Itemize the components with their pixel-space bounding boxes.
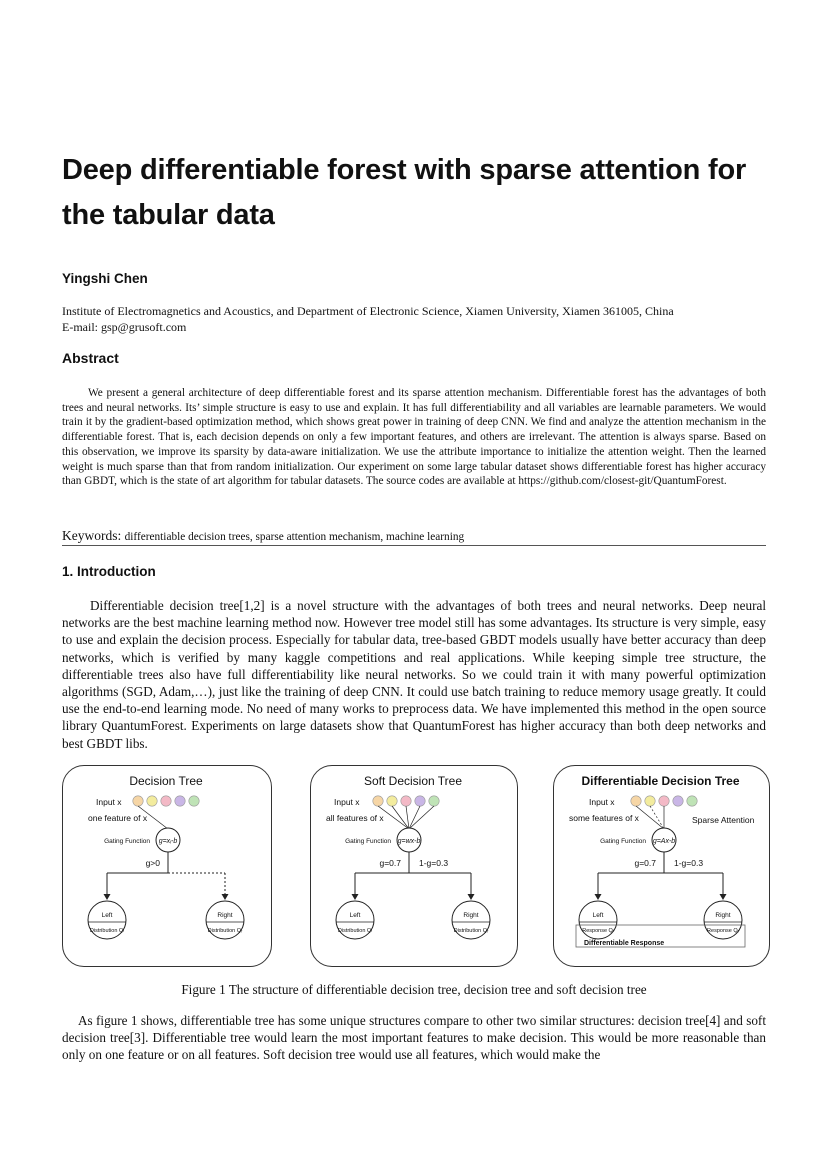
left-condition: g=0.7 <box>379 858 401 868</box>
input-label: Input x <box>589 797 615 807</box>
panel-title: Decision Tree <box>129 774 203 788</box>
leaf-sub-left: Distribution Qₗ <box>337 928 373 934</box>
paper-title: Deep differentiable forest with sparse attention for the tabular data <box>62 154 747 231</box>
feature-edge <box>409 806 420 829</box>
leaf-label-right: Right <box>217 912 233 919</box>
abstract-text: We present a general architecture of deep differentiable forest and its sparse attention mechanism. Differentiable forest has the advantages of both trees and neural networks. Its’ simple structure is easy to use and explain. It has full differentiability and all variables are learnable parameters. We would train it by the gradient-based optimization method, which shows great power in training of deep CNN. We find and analyze the attention mechanism in the differentiable forest. That is, each decision depends on only a few important features, and others are irrelevant. The attention is always sparse. Based on this observation, we improve its sparsity by data-aware initialization. We use the attribute importance to initialize the attention weight. Then the learned weight is much sparse than that from random initialization. Our experiment on some large tabular dataset shows differentiable forest has higher accuracy than GBDT, which is the state of art algorithm for tabular datasets. The source codes are available at https://github.com/closest-git/QuantumForest. <box>62 387 766 488</box>
feature-circle <box>175 796 185 806</box>
gate-formula: g=xᵢ-b <box>158 838 178 845</box>
arrowhead-right <box>720 894 727 900</box>
input-label: Input x <box>334 797 360 807</box>
leaf-sub-right: Distribution Qᵣ <box>453 928 489 934</box>
right-condition: 1-g=0.3 <box>419 858 449 868</box>
feature-circle <box>373 796 383 806</box>
section-heading-introduction: 1. Introduction <box>62 564 156 579</box>
figure-caption: Figure 1 The structure of differentiable decision tree, decision tree and soft decision tree <box>181 982 647 997</box>
left-condition: g>0 <box>145 858 160 868</box>
abstract-heading: Abstract <box>62 350 119 366</box>
feature-edge <box>636 806 664 829</box>
leaf-sub-right: Response Qᵣ <box>707 928 739 934</box>
arrowhead-left <box>352 894 359 900</box>
email: E-mail: gsp@grusoft.com <box>62 320 187 334</box>
feature-circle <box>387 796 397 806</box>
affiliation: Institute of Electromagnetics and Acoustics, and Department of Electronic Science, Xiamen University, Xiamen 361005, China <box>62 304 674 318</box>
leaf-sub-left: Distribution Qₗ <box>89 928 125 934</box>
left-condition: g=0.7 <box>634 858 656 868</box>
leaf-label-left: Left <box>592 912 604 919</box>
features-label: one feature of x <box>88 813 148 823</box>
gating-label: Gating Function <box>345 838 391 845</box>
input-label: Input x <box>96 797 122 807</box>
right-condition: 1-g=0.3 <box>674 858 704 868</box>
author-name: Yingshi Chen <box>62 271 148 286</box>
leaf-sub-right: Distribution Qᵣ <box>207 928 243 934</box>
feature-edge <box>409 806 434 829</box>
gate-formula: g=Ax-b <box>652 838 676 845</box>
arrowhead-right <box>222 894 229 900</box>
feature-circle <box>659 796 669 806</box>
leaf-label-right: Right <box>463 912 479 919</box>
keywords-text: differentiable decision trees, sparse attention mechanism, machine learning <box>124 531 465 543</box>
feature-circle <box>687 796 697 806</box>
leaf-label-left: Left <box>349 912 361 919</box>
features-label: some features of x <box>569 813 639 823</box>
figure-discussion-text: As figure 1 shows, differentiable tree has some unique structures compare to other two similar structures: decision tree[4] and soft decision tree[3]. Differentiable tree would learn the most important features to make decision. This would be more reasonable than only on one feature or on all features. Soft decision tree would use all features, which would make the <box>62 1013 766 1063</box>
gating-label: Gating Function <box>104 838 150 845</box>
leaf-label-right: Right <box>715 912 731 919</box>
response-label: Differentiable Response <box>584 940 665 947</box>
feature-circle <box>161 796 171 806</box>
feature-circle <box>133 796 143 806</box>
sparse-attention-label: Sparse Attention <box>692 815 755 825</box>
introduction-text: Differentiable decision tree[1,2] is a novel structure with the advantages of both trees and neural networks. Deep neural networks are the best machine learning method now. However tree model still has some advantages. Its structure is very simple, easy to use and explain the decision process. Especially for tabular data, tree-based GBDT models usually have better accuracy than deep networks, which is verified by many kaggle competitions and real applications. While keeping simple tree structure, the differentiable trees also have full differentiability like neural networks. So we could train it with many powerful optimization algorithms (SGD, Adam,…), just like the training of deep CNN. It could use batch training to reduce memory usage greatly. It could use the end-to-end learning mode. No need of many works to preprocess data. We have implemented this method in the open source library QuantumForest. Experiments on large datasets show that QuantumForest has higher accuracy than both deep networks and best GBDT libs. <box>62 598 766 751</box>
feature-circle <box>401 796 411 806</box>
leaf-label-left: Left <box>101 912 113 919</box>
arrowhead-left <box>104 894 111 900</box>
features-label: all features of x <box>326 813 384 823</box>
feature-circle <box>189 796 199 806</box>
feature-edge <box>650 806 664 829</box>
feature-circle <box>673 796 683 806</box>
arrowhead-right <box>468 894 475 900</box>
feature-circle <box>429 796 439 806</box>
panel-title: Soft Decision Tree <box>363 774 463 788</box>
gating-label: Gating Function <box>600 838 646 845</box>
feature-circle <box>645 796 655 806</box>
feature-circle <box>631 796 641 806</box>
arrowhead-left <box>595 894 602 900</box>
leaf-sub-left: Response Qₗ <box>582 928 614 934</box>
panel-title: Differentiable Decision Tree <box>581 774 740 788</box>
keywords-label: Keywords: <box>62 528 122 543</box>
feature-circle <box>415 796 425 806</box>
gate-formula: g=wx-b <box>397 838 421 845</box>
feature-circle <box>147 796 157 806</box>
